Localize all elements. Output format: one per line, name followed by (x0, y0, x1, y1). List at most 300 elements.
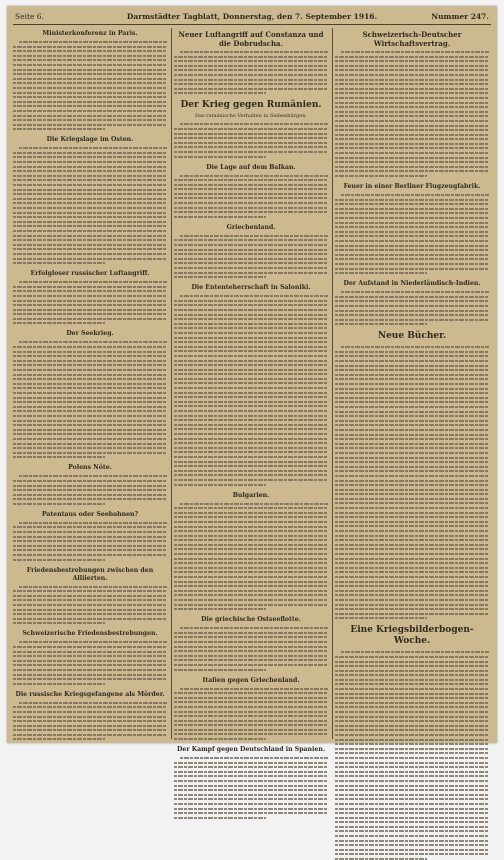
text-line (174, 530, 328, 532)
text-line (180, 51, 328, 53)
article (174, 746, 328, 819)
text-line (13, 485, 167, 487)
text-line (13, 124, 167, 126)
text-line (13, 674, 167, 676)
text-line (335, 424, 489, 426)
text-line (335, 706, 489, 708)
text-line (341, 291, 489, 293)
text-line (174, 576, 328, 578)
text-line (13, 738, 105, 740)
text-line (335, 674, 489, 676)
text-line (335, 576, 489, 578)
text-line (174, 608, 266, 610)
text-line (341, 51, 489, 53)
text-line (13, 734, 167, 736)
text-line (335, 489, 489, 491)
text-line (174, 188, 328, 190)
text-line (13, 82, 167, 84)
text-line (335, 388, 489, 390)
text-line (19, 702, 167, 704)
text-line (335, 245, 489, 247)
text-line (13, 646, 167, 648)
text-line (13, 179, 167, 181)
text-line (13, 549, 167, 551)
text-line (13, 397, 167, 399)
text-line (335, 166, 489, 168)
text-line (174, 56, 328, 58)
text-line (335, 548, 489, 550)
text-line (13, 443, 167, 445)
article-body (13, 41, 167, 130)
text-line (180, 757, 328, 759)
text-line (13, 300, 167, 302)
article-body (13, 702, 167, 741)
text-line (174, 69, 328, 71)
text-line (13, 604, 167, 606)
text-line (335, 447, 489, 449)
text-line (335, 711, 489, 713)
column-1 (13, 28, 167, 739)
text-line (13, 202, 167, 204)
article-headline: Die griechische Ostseeflotte. (201, 616, 301, 624)
article-headline: Feuer in einer Berliner Flugzeugfabrik. (343, 183, 481, 191)
article (174, 164, 328, 218)
text-line (13, 156, 167, 158)
text-line (174, 424, 328, 426)
article-body (174, 688, 328, 741)
text-line (13, 420, 167, 422)
article (174, 492, 328, 611)
text-line (174, 771, 328, 773)
text-line (335, 263, 489, 265)
text-line (13, 46, 167, 48)
text-line (335, 249, 489, 251)
text-line (174, 428, 328, 430)
text-line (174, 346, 328, 348)
text-line (174, 632, 328, 634)
text-line (13, 613, 167, 615)
text-line (13, 225, 167, 227)
text-line (174, 332, 328, 334)
text-line (335, 157, 489, 159)
article-body (13, 641, 167, 684)
text-line (13, 364, 167, 366)
text-line (174, 276, 266, 278)
text-line (174, 142, 328, 144)
text-line (174, 526, 328, 528)
text-line (174, 341, 328, 343)
text-line (13, 198, 167, 200)
text-line (335, 406, 489, 408)
text-line (19, 475, 167, 477)
text-line (174, 184, 328, 186)
text-line (335, 679, 489, 681)
text-line (335, 525, 489, 527)
text-line (335, 693, 489, 695)
text-line (174, 456, 328, 458)
text-line (13, 290, 167, 292)
text-line (335, 378, 489, 380)
text-line (335, 688, 489, 690)
text-line (174, 544, 328, 546)
text-line (335, 120, 489, 122)
text-line (174, 65, 328, 67)
text-line (174, 337, 328, 339)
text-line (335, 743, 489, 745)
text-line (13, 489, 167, 491)
text-line (174, 512, 328, 514)
text-line (335, 789, 489, 791)
article-headline: Die russische Kriegsgefangene als Mörder. (15, 690, 165, 698)
text-line (174, 197, 328, 199)
text-line (335, 268, 489, 270)
text-line (335, 785, 489, 787)
text-line (13, 230, 167, 232)
article-headline: Schweizerisch-Deutscher Wirtschaftsvertrag. (362, 30, 462, 48)
text-line (13, 239, 167, 241)
text-line (13, 480, 167, 482)
text-line (174, 373, 328, 375)
text-line (174, 304, 328, 306)
text-line (13, 664, 167, 666)
article-body (174, 295, 328, 485)
article-body (13, 281, 167, 324)
text-line (174, 594, 328, 596)
text-line (13, 609, 167, 611)
text-line (174, 697, 328, 699)
text-line (13, 189, 167, 191)
text-line (13, 392, 167, 394)
text-line (174, 179, 328, 181)
text-line (174, 133, 328, 135)
text-line (335, 470, 489, 472)
text-line (13, 318, 167, 320)
text-line (335, 599, 489, 601)
text-line (13, 716, 167, 718)
text-line (174, 465, 328, 467)
text-line (13, 494, 167, 496)
text-line (174, 581, 328, 583)
text-line (335, 411, 489, 413)
text-line (335, 656, 489, 658)
text-line (13, 595, 167, 597)
text-line (180, 175, 328, 177)
text-line (13, 456, 105, 458)
text-line (335, 203, 489, 205)
text-line (19, 641, 167, 643)
text-line (13, 152, 167, 154)
text-line (174, 396, 328, 398)
text-line (13, 304, 167, 306)
text-line (19, 522, 167, 524)
text-line (174, 664, 328, 666)
text-line (13, 128, 105, 130)
text-line (174, 267, 328, 269)
article-subheadline: Das rumänische Verhalten in Siebenbürgen. (194, 113, 308, 120)
article-columns (13, 28, 491, 754)
text-line (174, 516, 328, 518)
text-line (335, 258, 489, 260)
text-line (180, 295, 328, 297)
article (13, 330, 167, 458)
text-line (335, 360, 489, 362)
text-line (13, 369, 167, 371)
text-line (174, 60, 328, 62)
text-line (335, 161, 489, 163)
text-line (174, 470, 328, 472)
text-line (335, 65, 489, 67)
text-line (335, 665, 489, 667)
text-line (335, 111, 489, 113)
article (335, 280, 489, 325)
text-line (13, 651, 167, 653)
text-line (335, 138, 489, 140)
text-line (13, 50, 167, 52)
text-line (335, 383, 489, 385)
text-line (335, 617, 427, 619)
text-line (174, 272, 328, 274)
text-line (335, 683, 489, 685)
article-headline: Der Aufstand in Niederländisch-Indien. (343, 280, 481, 288)
text-line (335, 849, 489, 851)
article-body (174, 51, 328, 94)
text-line (13, 554, 167, 556)
text-line (13, 355, 167, 357)
article-headline: Der Krieg gegen Rumänien. (180, 100, 322, 111)
text-line (174, 808, 328, 810)
text-line (335, 571, 489, 573)
text-line (19, 586, 167, 588)
article-headline: Schweizerische Friedensbestrebungen. (22, 630, 158, 638)
text-line (174, 262, 328, 264)
text-line (335, 558, 489, 560)
text-line (335, 803, 489, 805)
text-line (335, 208, 489, 210)
text-line (174, 355, 328, 357)
text-line (335, 254, 489, 256)
text-line (174, 738, 266, 740)
text-line (335, 702, 489, 704)
article (13, 511, 167, 561)
text-line (13, 96, 167, 98)
article (174, 30, 328, 94)
column-3 (335, 28, 489, 739)
text-line (335, 323, 427, 325)
text-line (174, 780, 328, 782)
text-line (335, 235, 489, 237)
article-body (174, 235, 328, 278)
text-line (180, 123, 328, 125)
text-line (174, 724, 328, 726)
text-line (335, 457, 489, 459)
text-line (174, 789, 328, 791)
article-headline: Bulgarien. (232, 491, 270, 499)
text-line (335, 535, 489, 537)
text-line (335, 79, 489, 81)
text-line (13, 590, 167, 592)
text-line (13, 540, 167, 542)
text-line (13, 161, 167, 163)
article-body (335, 291, 489, 325)
article (335, 30, 489, 177)
text-line (13, 545, 167, 547)
text-line (13, 346, 167, 348)
text-line (174, 590, 328, 592)
text-line (174, 659, 328, 661)
article (174, 284, 328, 485)
text-line (13, 119, 167, 121)
text-line (174, 766, 328, 768)
text-line (174, 794, 328, 796)
text-line (335, 415, 489, 417)
text-line (335, 351, 489, 353)
text-line (13, 262, 105, 264)
article-body (174, 503, 328, 611)
text-line (174, 151, 328, 153)
text-line (335, 757, 489, 759)
text-line (13, 92, 167, 94)
text-line (180, 627, 328, 629)
text-line (13, 429, 167, 431)
text-line (13, 374, 167, 376)
text-line (13, 526, 167, 528)
text-line (13, 406, 167, 408)
text-line (174, 79, 328, 81)
text-line (174, 484, 266, 486)
article-body (13, 475, 167, 505)
text-line (335, 608, 489, 610)
article-body (174, 627, 328, 670)
text-line (13, 78, 167, 80)
article (335, 625, 489, 860)
text-line (13, 64, 167, 66)
text-line (335, 374, 489, 376)
article (335, 331, 489, 619)
text-line (174, 461, 328, 463)
paper-title-date: Darmstädter Tagblatt, Donnerstag, den 7. September 1916. (126, 12, 378, 21)
text-line (335, 521, 489, 523)
text-line (335, 212, 489, 214)
article-headline: Griechenland. (226, 223, 276, 231)
text-line (335, 240, 489, 242)
text-line (174, 567, 328, 569)
text-line (13, 378, 167, 380)
text-line (174, 202, 328, 204)
text-line (13, 244, 167, 246)
text-line (335, 613, 489, 615)
text-line (174, 521, 328, 523)
text-line (174, 692, 328, 694)
article-body (13, 341, 167, 458)
text-line (174, 193, 328, 195)
text-line (335, 106, 489, 108)
text-line (13, 175, 167, 177)
text-line (13, 221, 167, 223)
text-line (13, 401, 167, 403)
text-line (335, 716, 489, 718)
text-line (335, 88, 489, 90)
text-line (174, 775, 328, 777)
text-line (13, 110, 167, 112)
text-line (174, 571, 328, 573)
text-line (335, 314, 489, 316)
text-line (174, 350, 328, 352)
text-line (335, 697, 489, 699)
text-line (335, 365, 489, 367)
text-line (174, 387, 328, 389)
text-line (174, 137, 328, 139)
text-line (13, 536, 167, 538)
text-line (335, 530, 489, 532)
text-line (19, 341, 167, 343)
text-line (174, 562, 328, 564)
text-line (13, 622, 105, 624)
text-line (335, 69, 489, 71)
text-line (174, 798, 328, 800)
text-line (335, 401, 489, 403)
text-line (174, 92, 266, 94)
text-line (13, 383, 167, 385)
text-line (335, 434, 489, 436)
text-line (174, 146, 328, 148)
text-line (335, 817, 489, 819)
text-line (13, 115, 167, 117)
text-line (174, 720, 328, 722)
text-line (174, 548, 328, 550)
page-number: Seite 6. (15, 12, 44, 21)
text-line (174, 585, 328, 587)
article (174, 100, 328, 157)
text-line (174, 650, 328, 652)
text-line (13, 433, 167, 435)
text-line (13, 683, 105, 685)
text-line (174, 711, 328, 713)
article (174, 616, 328, 670)
text-line (174, 729, 328, 731)
text-line (341, 651, 489, 653)
text-line (174, 378, 328, 380)
text-line (174, 479, 328, 481)
article (13, 270, 167, 324)
text-line (13, 387, 167, 389)
text-line (174, 364, 328, 366)
text-line (335, 129, 489, 131)
text-line (335, 720, 489, 722)
text-line (335, 199, 489, 201)
column-2 (174, 28, 328, 754)
text-line (174, 410, 328, 412)
text-line (13, 360, 167, 362)
text-line (335, 512, 489, 514)
text-line (335, 840, 489, 842)
text-line (335, 516, 489, 518)
text-line (174, 249, 328, 251)
text-line (335, 748, 489, 750)
article-headline: Italien gegen Griechenland. (202, 676, 300, 684)
article-body (13, 586, 167, 625)
text-line (335, 310, 489, 312)
text-line (174, 74, 328, 76)
text-line (13, 706, 167, 708)
article-body (335, 194, 489, 274)
text-line (174, 83, 328, 85)
text-line (180, 503, 328, 505)
column-rule (171, 28, 172, 739)
text-line (335, 222, 489, 224)
text-line (174, 415, 328, 417)
article-headline: Ministerkonferenz in Paris. (42, 30, 138, 37)
text-line (335, 56, 489, 58)
